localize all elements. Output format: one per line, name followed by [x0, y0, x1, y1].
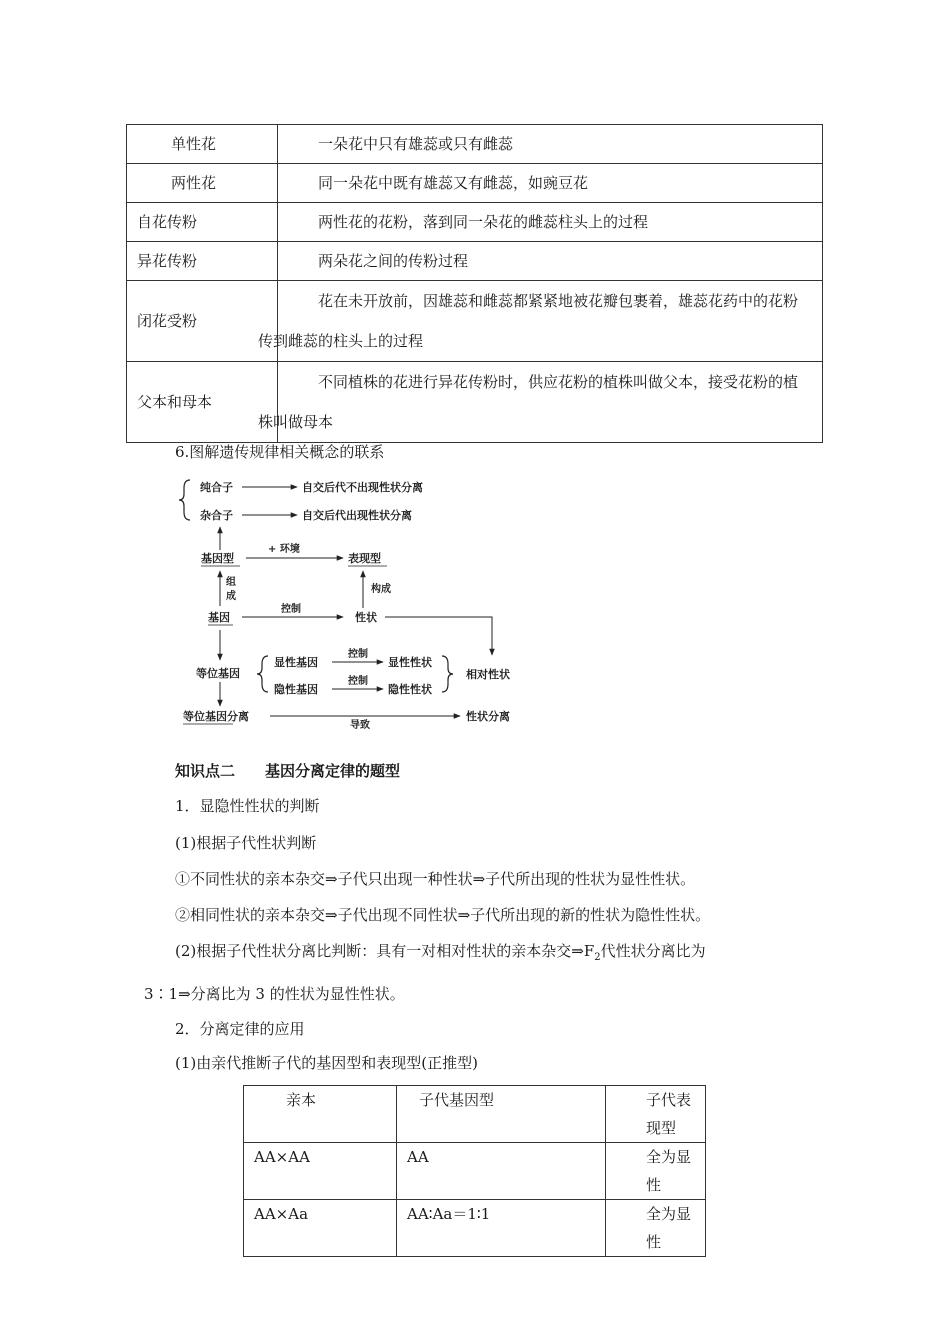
control-label: 控制: [348, 676, 368, 687]
definition-line: 不同植株的花进行异花传粉时，供应花粉的植株叫做父本，接受花粉的植: [318, 373, 799, 391]
inner-brace-left: [257, 656, 268, 692]
table-row: [127, 164, 823, 203]
definition-cell: [258, 281, 823, 362]
homozygote-label: 纯合子: [200, 481, 233, 494]
cross-table: [243, 1085, 706, 1257]
section-title: 6.图解遗传规律相关概念的联系: [175, 443, 385, 461]
definition-cell: 两朵花之间的传粉过程: [278, 242, 823, 281]
recessive-trait-label: 隐性性状: [388, 683, 432, 696]
trait-separation-label: 性状分离: [466, 710, 510, 723]
definition-cell: 一朵花中只有雄蕊或只有雌蕊: [278, 125, 823, 164]
recessive-gene-label: 隐性基因: [274, 683, 318, 696]
table-header-row: [244, 1086, 706, 1143]
control-label: 控制: [281, 604, 301, 615]
table-cell: AA: [397, 1143, 606, 1200]
relative-trait-label: 相对性状: [466, 668, 510, 681]
paragraph-line: 1．显隐性性状的判断: [175, 797, 320, 815]
column-header: 子代基因型: [397, 1086, 606, 1143]
allele-separation-label: 等位基因分离: [183, 710, 249, 723]
gene-label: 基因: [208, 611, 230, 624]
definition-line: 株叫做母本: [258, 413, 334, 431]
paragraph-line: 3∶1⇒分离比为 3 的性状为显性性状。: [144, 985, 405, 1003]
table-row: [127, 242, 823, 281]
table-cell: 全为显性: [606, 1200, 706, 1257]
paragraph-line: (1)由亲代推断子代的基因型和表现型(正推型): [175, 1054, 478, 1072]
term-cell: 自花传粉: [127, 203, 278, 242]
definition-cell: 同一朵花中既有雄蕊又有雌蕊，如豌豆花: [278, 164, 823, 203]
paragraph-line: (1)根据子代性状判断: [175, 834, 317, 852]
dominant-trait-label: 显性性状: [388, 656, 432, 669]
homozygote-result: 自交后代不出现性状分离: [302, 481, 423, 494]
table-row: [127, 362, 823, 443]
paragraph-line: ①不同性状的亲本杂交⇒子代只出现一种性状⇒子代所出现的性状为显性性状。: [175, 870, 696, 888]
text-span: 代性状分离比为: [600, 942, 706, 960]
dominant-gene-label: 显性基因: [274, 656, 318, 669]
terms-table: [126, 124, 823, 443]
term-cell: 两性花: [127, 164, 278, 203]
definition-line: 花在未开放前，因雄蕊和雌蕊都紧紧地被花瓣包裹着，雄蕊花药中的花粉: [318, 292, 799, 310]
paragraph-line: ②相同性状的亲本杂交⇒子代出现不同性状⇒子代所出现的新的性状为隐性性状。: [175, 906, 711, 924]
table-row: [127, 125, 823, 164]
text-span: (2)根据子代性状分离比判断：具有一对相对性状的亲本杂交⇒F: [175, 942, 595, 960]
table-row: [127, 281, 823, 362]
paragraph-line: 2．分离定律的应用: [175, 1020, 305, 1038]
left-brace: [179, 480, 190, 520]
inner-brace-right: [442, 656, 453, 692]
definition-cell: 两性花的花粉，落到同一朵花的雌蕊柱头上的过程: [278, 203, 823, 242]
term-cell: 父本和母本: [127, 362, 278, 443]
table-cell: AA∶Aa＝1∶1: [397, 1200, 606, 1257]
subscript: 2: [594, 952, 601, 963]
compose-label-1: 组: [226, 577, 236, 588]
definition-line: 传到雌蕊的柱头上的过程: [258, 332, 424, 350]
definition-cell: [258, 362, 823, 443]
lead-to-label: 导致: [350, 720, 370, 730]
column-header: 子代表现型: [606, 1086, 706, 1143]
table-cell: AA×AA: [244, 1143, 397, 1200]
table-row: [127, 203, 823, 242]
trait-label: 性状: [355, 611, 377, 624]
knowledge-point-heading: 知识点二 基因分离定律的题型: [175, 762, 401, 780]
paragraph-line: [175, 940, 706, 963]
constitute-label: 构成: [371, 584, 391, 595]
control-label: 控制: [348, 649, 368, 660]
table-row: [244, 1200, 706, 1257]
column-header: 亲本: [244, 1086, 397, 1143]
term-cell: 单性花: [127, 125, 278, 164]
arrow: [385, 617, 492, 655]
heterozygote-label: 杂合子: [200, 509, 233, 522]
table-cell: AA×Aa: [244, 1200, 397, 1257]
compose-label-2: 成: [226, 591, 236, 602]
term-cell: 闭花受粉: [127, 281, 278, 362]
term-cell: 异花传粉: [127, 242, 278, 281]
heterozygote-result: 自交后代出现性状分离: [302, 509, 412, 522]
environment-label: + 环境: [268, 544, 300, 555]
allele-label: 等位基因: [196, 667, 240, 680]
table-row: [244, 1143, 706, 1200]
genotype-label: 基因型: [201, 552, 234, 565]
concept-diagram: [170, 470, 530, 730]
phenotype-label: 表现型: [348, 552, 381, 565]
table-cell: 全为显性: [606, 1143, 706, 1200]
